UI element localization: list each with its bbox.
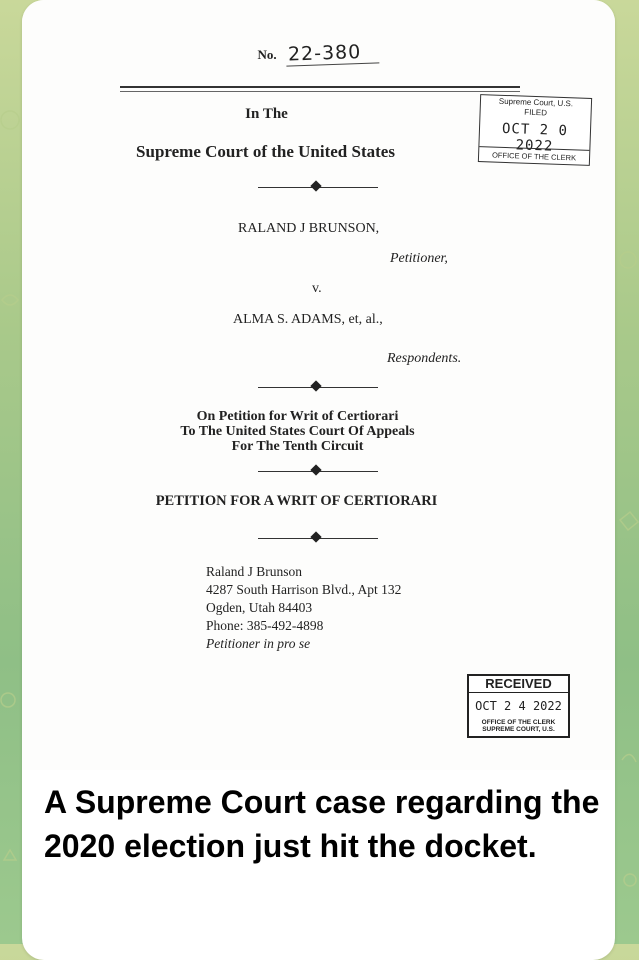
versus-text: v. (312, 281, 322, 296)
received-stamp (467, 674, 570, 738)
address-role: Petitioner in pro se (206, 636, 311, 651)
received-stamp-court: SUPREME COURT, U.S. (482, 726, 555, 733)
petitioner-name: RALAND J BRUNSON, (238, 221, 380, 236)
header-rule-thin (120, 91, 520, 92)
filed-stamp-court: Supreme Court, U.S. (498, 96, 574, 109)
ornament-divider (258, 182, 378, 192)
filed-stamp-label: FILED (524, 107, 548, 118)
filed-stamp-date: OCT 2 0 2022 (501, 120, 569, 155)
document-image[interactable] (22, 0, 615, 770)
received-stamp-office: OFFICE OF THE CLERK (481, 719, 556, 726)
address-street: 4287 South Harrison Blvd., Apt 132 (206, 582, 402, 597)
case-number-handwritten: 22-380 (286, 40, 380, 66)
header-rule (120, 86, 520, 88)
certiorari-line-2: To The United States Court Of Appeals (180, 424, 415, 439)
respondent-role: Respondents. (387, 351, 462, 366)
ornament-divider (258, 466, 378, 476)
case-number-label: No. (257, 47, 277, 62)
court-name: Supreme Court of the United States (136, 142, 395, 161)
received-stamp-date: OCT 2 4 2022 (475, 699, 562, 713)
message-card[interactable] (22, 0, 615, 960)
ornament-divider (258, 533, 378, 543)
filed-stamp (478, 94, 592, 166)
certiorari-line-1: On Petition for Writ of Certiorari (196, 409, 399, 424)
address-name: Raland J Brunson (206, 564, 302, 579)
address-phone: Phone: 385-492-4898 (206, 618, 324, 633)
in-the-text: In The (245, 106, 288, 122)
petitioner-role: Petitioner, (390, 251, 448, 266)
respondent-name: ALMA S. ADAMS, et, al., (233, 312, 383, 327)
received-stamp-title: RECEIVED (469, 676, 568, 693)
certiorari-line-3: For The Tenth Circuit (231, 439, 364, 454)
message-caption: A Supreme Court case regarding the 2020 election just hit the docket. (44, 784, 600, 864)
address-city: Ogden, Utah 84403 (206, 600, 313, 615)
petition-title: PETITION FOR A WRIT OF CERTIORARI (155, 493, 438, 509)
petitioner-address-block (206, 563, 401, 653)
ornament-divider (258, 382, 378, 392)
filed-stamp-office: OFFICE OF THE CLERK (479, 146, 589, 165)
case-number (22, 42, 615, 65)
